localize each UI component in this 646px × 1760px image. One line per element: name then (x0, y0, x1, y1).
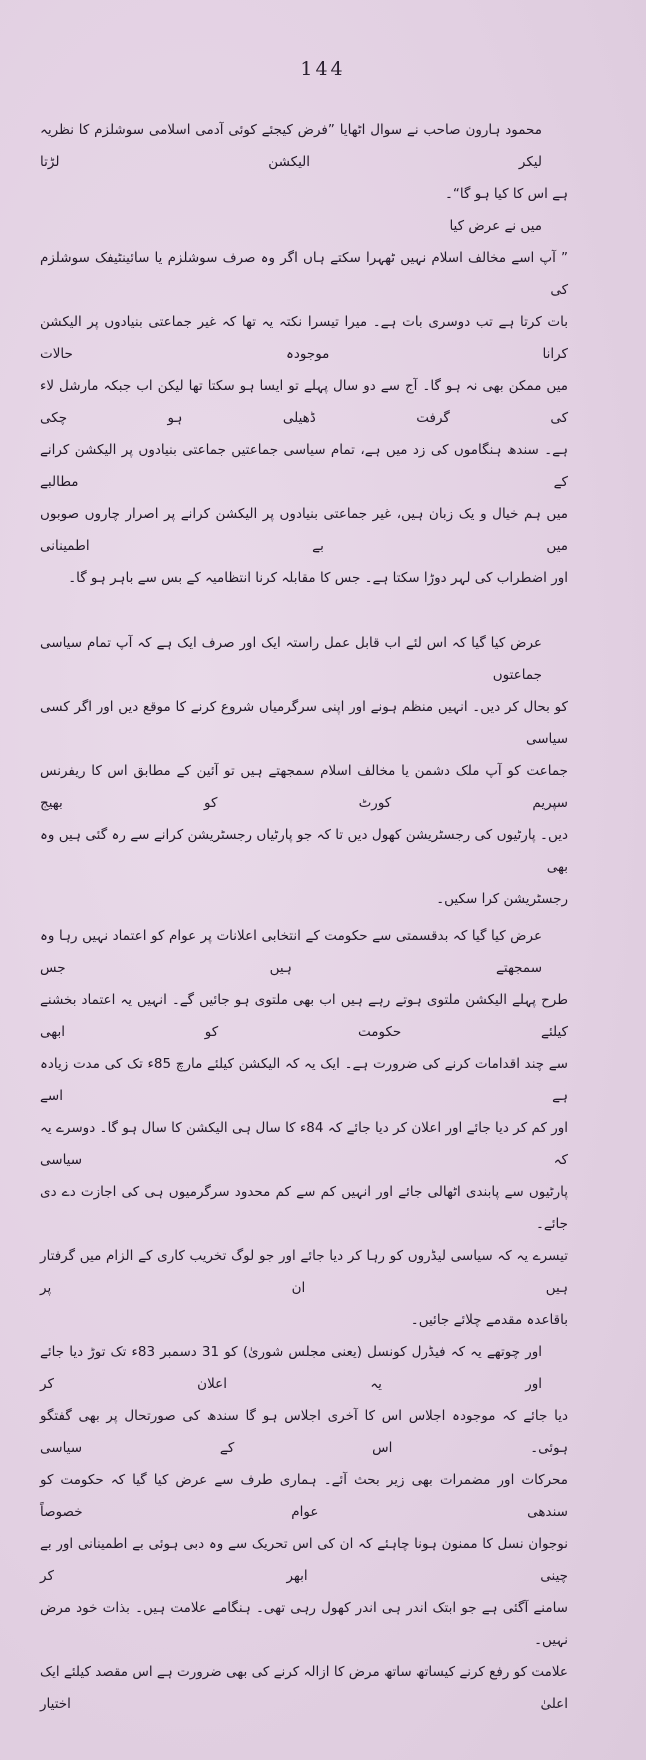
text-line: اور کم کر دیا جائے اور اعلان کر دیا جائے کہ 84ء کا سال ہی الیکشن کا سال ہو گا۔ دوسرے یہ کہ سیاسی (40, 1120, 569, 1168)
text-line: دیں۔ پارٹیوں کی رجسٹریشن کھول دیں تا کہ جو پارٹیاں رجسٹریشن کرانے سے رہ گئی ہیں وہ بھی (40, 827, 568, 875)
text-line: جماعت کو آپ ملک دشمن یا مخالف اسلام سمجھتے ہیں تو آئین کے مطابق اس کا ریفرنس سپریم کورٹ کو بھیج (40, 763, 568, 811)
text-line: محرکات اور مضمرات بھی زیر بحث آئے۔ ہماری طرف سے عرض کیا گیا کہ حکومت کو سندھی عوام خصوصاً (40, 1472, 568, 1520)
text-line: عرض کیا گیا کہ اس لئے اب قابل عمل راستہ ایک اور صرف ایک ہے کہ آپ تمام سیاسی جماعتوں (40, 635, 542, 683)
text-line: عرض کیا گیا کہ بدقسمتی سے حکومت کے انتخابی اعلانات پر عوام کو اعتماد نہیں رہا وہ سمجھتے ہیں جس (40, 928, 542, 976)
text-line: میں نے عرض کیا (449, 218, 542, 234)
text-line: علامت کو رفع کرنے کیساتھ ساتھ مرض کا ازالہ کرنے کی بھی ضرورت ہے اس مقصد کیلئے ایک اعلیٰ اختیار (40, 1664, 568, 1712)
text-line: دیا جائے کہ موجودہ اجلاس اس کا آخری اجلاس ہو گا سندھ کی صورتحال پر بھی گفتگو ہوئی۔ اس کے سیاسی (40, 1408, 568, 1456)
text-line: ہے۔ سندھ ہنگاموں کی زد میں ہے، تمام سیاسی جماعتیں جماعتی بنیادوں پر الیکشن کرانے کے مطالبے (40, 442, 568, 490)
text-line: طرح پہلے الیکشن ملتوی ہوتے رہے ہیں اب بھی ملتوی ہو جائیں گے۔ انہیں یہ اعتماد بخشنے کیلئے حکومت کو ابھی (40, 992, 568, 1040)
text-line: نوجوان نسل کا ممنون ہونا چاہئے کہ ان کی اس تحریک سے وہ دبی ہوئی بے اطمینانی اور بے چینی ابھر کر (40, 1536, 568, 1584)
text-line: سامنے آگئی ہے جو ابتک اندر ہی اندر کھول رہی تھی۔ ہنگامے علامت ہیں۔ بذات خود مرض نہیں۔ (40, 1600, 568, 1648)
text-line: ” آپ اسے مخالف اسلام نہیں ٹھہرا سکتے ہاں اگر وہ صرف سوشلزم یا سائینٹیفک سوشلزم کی (40, 250, 568, 298)
text-line: میں ممکن بھی نہ ہو گا۔ آج سے دو سال پہلے تو ایسا ہو سکتا تھا لیکن اب جبکہ مارشل لاء کی گرفت ڈھیلی ہو چکی (40, 378, 568, 426)
body-text (0, 114, 646, 1760)
text-line: باقاعدہ مقدمے چلائے جائیں۔ (410, 1312, 568, 1328)
text-line: میں ہم خیال و یک زبان ہیں، غیر جماعتی بنیادوں پر الیکشن کرانے پر اصرار چاروں صوبوں میں بے اطمینانی (40, 506, 568, 554)
text-line: اور اضطراب کی لہر دوڑا سکتا ہے۔ جس کا مقابلہ کرنا انتظامیہ کے بس سے باہر ہو گا۔ (68, 570, 568, 586)
text-line: بات کرتا ہے تب دوسری بات ہے۔ میرا تیسرا نکتہ یہ تھا کہ غیر جماعتی بنیادوں پر الیکشن کرانا موجودہ حالات (40, 314, 568, 362)
text-line: رجسٹریشن کرا سکیں۔ (436, 891, 568, 907)
page-number: 144 (300, 58, 346, 80)
text-line: ہے اس کا کیا ہو گا“۔ (445, 186, 568, 202)
text-line: سے چند اقدامات کرنے کی ضرورت ہے۔ ایک یہ کہ الیکشن کیلئے مارچ 85ء تک کی مدت زیادہ ہے اسے (40, 1056, 568, 1104)
text-line: کو بحال کر دیں۔ انہیں منظم ہونے اور اپنی سرگرمیاں شروع کرنے کا موقع دیں اور اگر کسی سیاسی (40, 699, 568, 747)
text-line: پارٹیوں سے پابندی اٹھالی جائے اور انہیں کم سے کم محدود سرگرمیوں ہی کی اجازت دے دی جائے۔ (40, 1184, 568, 1232)
text-line: اور چوتھے یہ کہ فیڈرل کونسل (یعنی مجلس شوریٰ) کو 31 دسمبر 83ء تک توڑ دیا جائے اور یہ اعلان کر (40, 1344, 543, 1392)
text-line: محمود ہارون صاحب نے سوال اٹھایا ”فرض کیجئے کوئی آدمی اسلامی سوشلزم کا نظریہ لیکر الیکشن لڑتا (40, 122, 542, 170)
text-line: تیسرے یہ کہ سیاسی لیڈروں کو رہا کر دیا جائے اور جو لوگ تخریب کاری کے الزام میں گرفتار ہیں ان پر (40, 1248, 568, 1296)
